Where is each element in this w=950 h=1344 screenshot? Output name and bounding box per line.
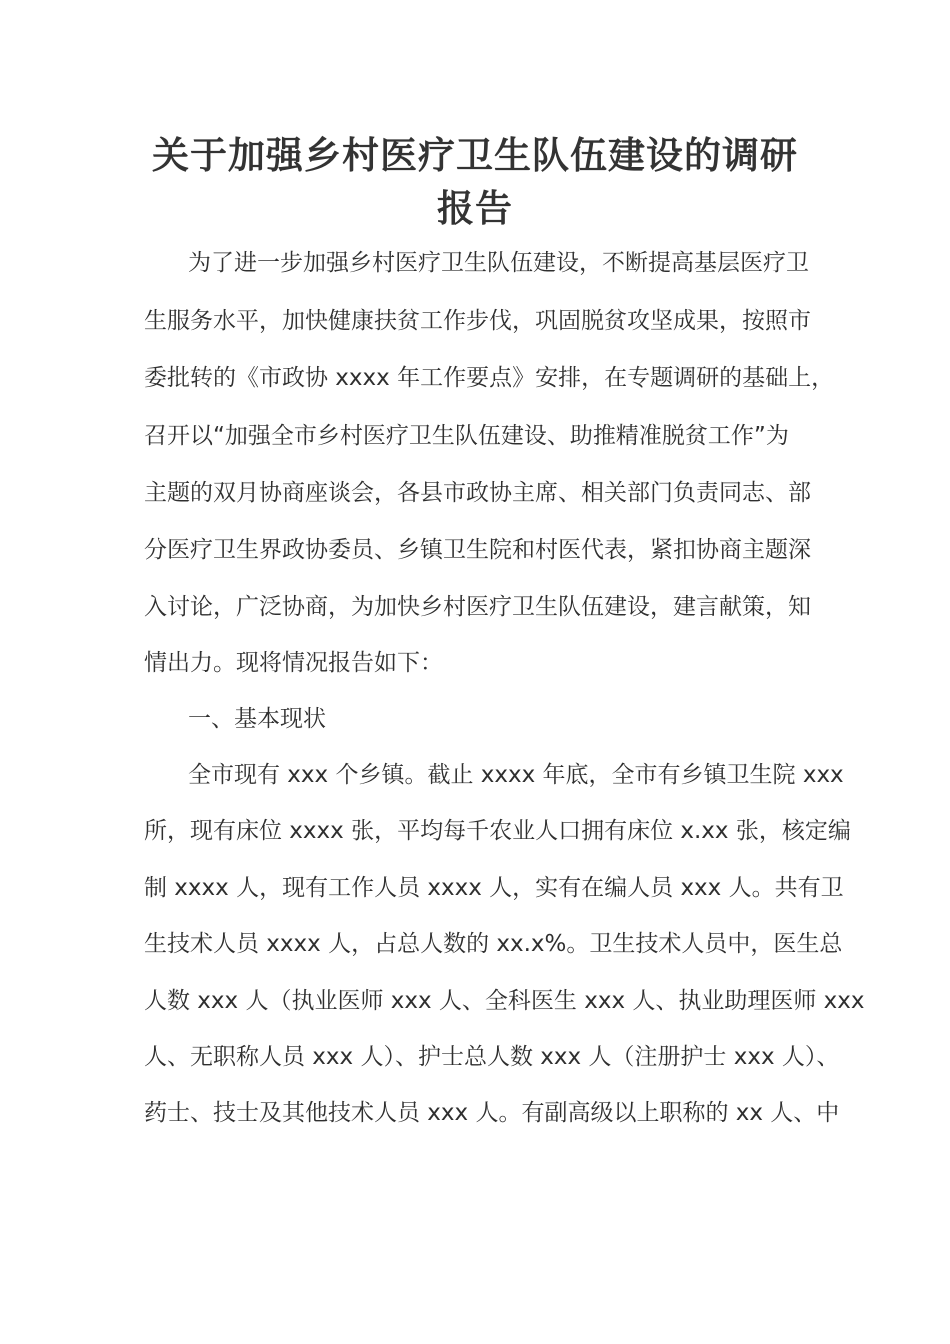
paragraph-line-15: 药士、技士及其他技术人员 xxx 人。有副高级以上职称的 xx 人、中 <box>144 1100 840 1126</box>
paragraph-line-12: 生技术人员 xxxx 人，占总人数的 xx.x%。卫生技术人员中，医生总 <box>144 931 843 957</box>
paragraph-line-14: 人、无职称人员 xxx 人）、护士总人数 xxx 人（注册护士 xxx 人）、 <box>144 1044 840 1070</box>
paragraph-line-11: 制 xxxx 人，现有工作人员 xxxx 人，实有在编人员 xxx 人。共有卫 <box>144 875 844 901</box>
paragraph-line-5: 主题的双月协商座谈会，各县市政协主席、相关部门负责同志、部 <box>144 480 811 506</box>
document-title-line-1: 关于加强乡村医疗卫生队伍建设的调研 <box>152 134 798 177</box>
document-title-line-2: 报告 <box>437 187 513 230</box>
paragraph-line-13: 人数 xxx 人（执业医师 xxx 人、全科医生 xxx 人、执业助理医师 xxx <box>144 988 865 1014</box>
paragraph-line-8: 情出力。现将情况报告如下： <box>144 650 443 676</box>
section-heading-basic-status: 一、基本现状 <box>188 706 326 732</box>
paragraph-line-3: 委批转的《市政协 xxxx 年工作要点》安排，在专题调研的基础上， <box>144 365 835 391</box>
paragraph-line-4: 召开以“加强全市乡村医疗卫生队伍建设、助推精准脱贫工作”为 <box>144 423 789 449</box>
paragraph-line-7: 入讨论，广泛协商，为加快乡村医疗卫生队伍建设，建言献策，知 <box>144 594 811 620</box>
paragraph-line-9: 全市现有 xxx 个乡镇。截止 xxxx 年底，全市有乡镇卫生院 xxx <box>188 762 844 788</box>
paragraph-line-6: 分医疗卫生界政协委员、乡镇卫生院和村医代表，紧扣协商主题深 <box>144 537 811 563</box>
paragraph-line-2: 生服务水平，加快健康扶贫工作步伐，巩固脱贫攻坚成果，按照市 <box>144 308 811 334</box>
paragraph-line-1: 为了进一步加强乡村医疗卫生队伍建设，不断提高基层医疗卫 <box>188 250 809 276</box>
paragraph-line-10: 所，现有床位 xxxx 张，平均每千农业人口拥有床位 x.xx 张，核定编 <box>144 818 851 844</box>
